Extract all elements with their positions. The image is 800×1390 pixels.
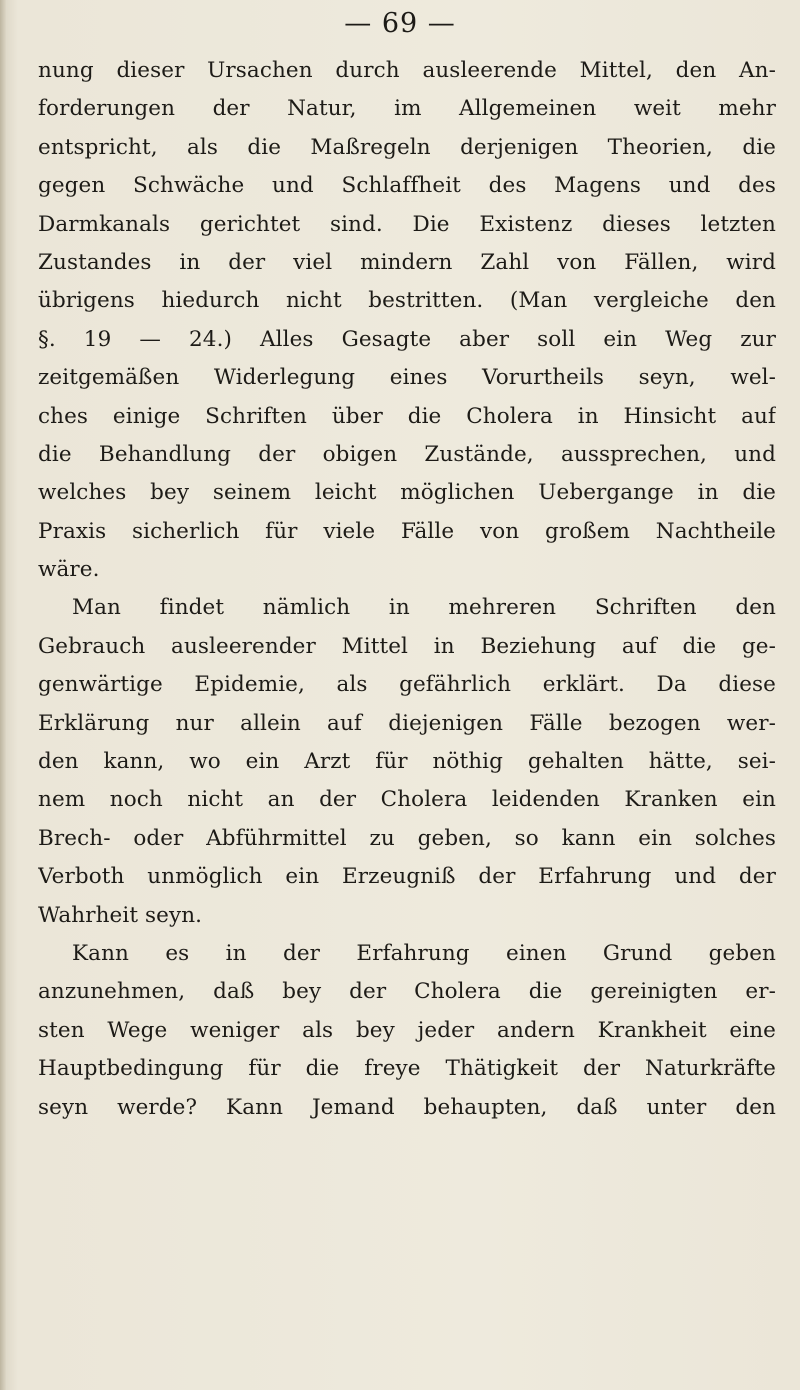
text-line: Darmkanals gerichtet sind. Die Existenz dieses letzten [38,211,776,237]
text-line: Gebrauch ausleerender Mittel in Beziehung auf die ge- [38,633,776,659]
text-line: Praxis sicherlich für viele Fälle von großem Nachtheile [38,518,776,544]
text-line: übrigens hiedurch nicht bestritten. (Man vergleiche den [38,288,776,314]
body-text [38,52,776,1127]
text-line: Hauptbedingung für die freye Thätigkeit der Naturkräfte [38,1056,776,1082]
text-line: anzunehmen, daß bey der Cholera die gereinigten er- [38,979,776,1005]
text-line: entspricht, als die Maßregeln derjenigen Theorien, die [38,134,776,160]
text-line: sten Wege weniger als bey jeder andern Krankheit eine [38,1017,776,1043]
text-line: die Behandlung der obigen Zustände, aussprechen, und [38,441,776,467]
text-line: Verboth unmöglich ein Erzeugniß der Erfahrung und der [38,864,776,890]
text-line: nem noch nicht an der Cholera leidenden Kranken ein [38,787,776,813]
text-line: gegen Schwäche und Schlaffheit des Magens und des [38,173,776,199]
text-line: den kann, wo ein Arzt für nöthig gehalten hätte, sei- [38,749,776,775]
text-line: forderungen der Natur, im Allgemeinen weit mehr [38,96,776,122]
text-line: Wahrheit seyn. [38,902,203,928]
page-binding-edge [0,0,6,1390]
text-line: ches einige Schriften über die Cholera in Hinsicht auf [38,403,776,429]
text-line: wäre. [38,557,100,583]
text-line: seyn werde? Kann Jemand behaupten, daß unter den [38,1094,776,1120]
text-line: nung dieser Ursachen durch ausleerende Mittel, den An- [38,58,776,83]
text-line: §. 19 — 24.) Alles Gesagte aber soll ein Weg zur [38,326,776,352]
text-line: Zustandes in der viel mindern Zahl von Fällen, wird [38,249,776,275]
text-line: Erklärung nur allein auf diejenigen Fälle bezogen wer- [38,710,776,736]
text-line: Man findet nämlich in mehreren Schriften den [72,595,776,621]
text-line: Brech- oder Abführmittel zu geben, so kann ein solches [38,825,776,851]
text-line: zeitgemäßen Widerlegung eines Vorurtheils seyn, wel- [38,365,776,391]
text-line: welches bey seinem leicht möglichen Uebergange in die [38,480,776,506]
text-line: Kann es in der Erfahrung einen Grund geben [72,940,776,966]
text-line: genwärtige Epidemie, als gefährlich erklärt. Da diese [38,672,776,698]
page-number: — 69 — [344,8,456,39]
